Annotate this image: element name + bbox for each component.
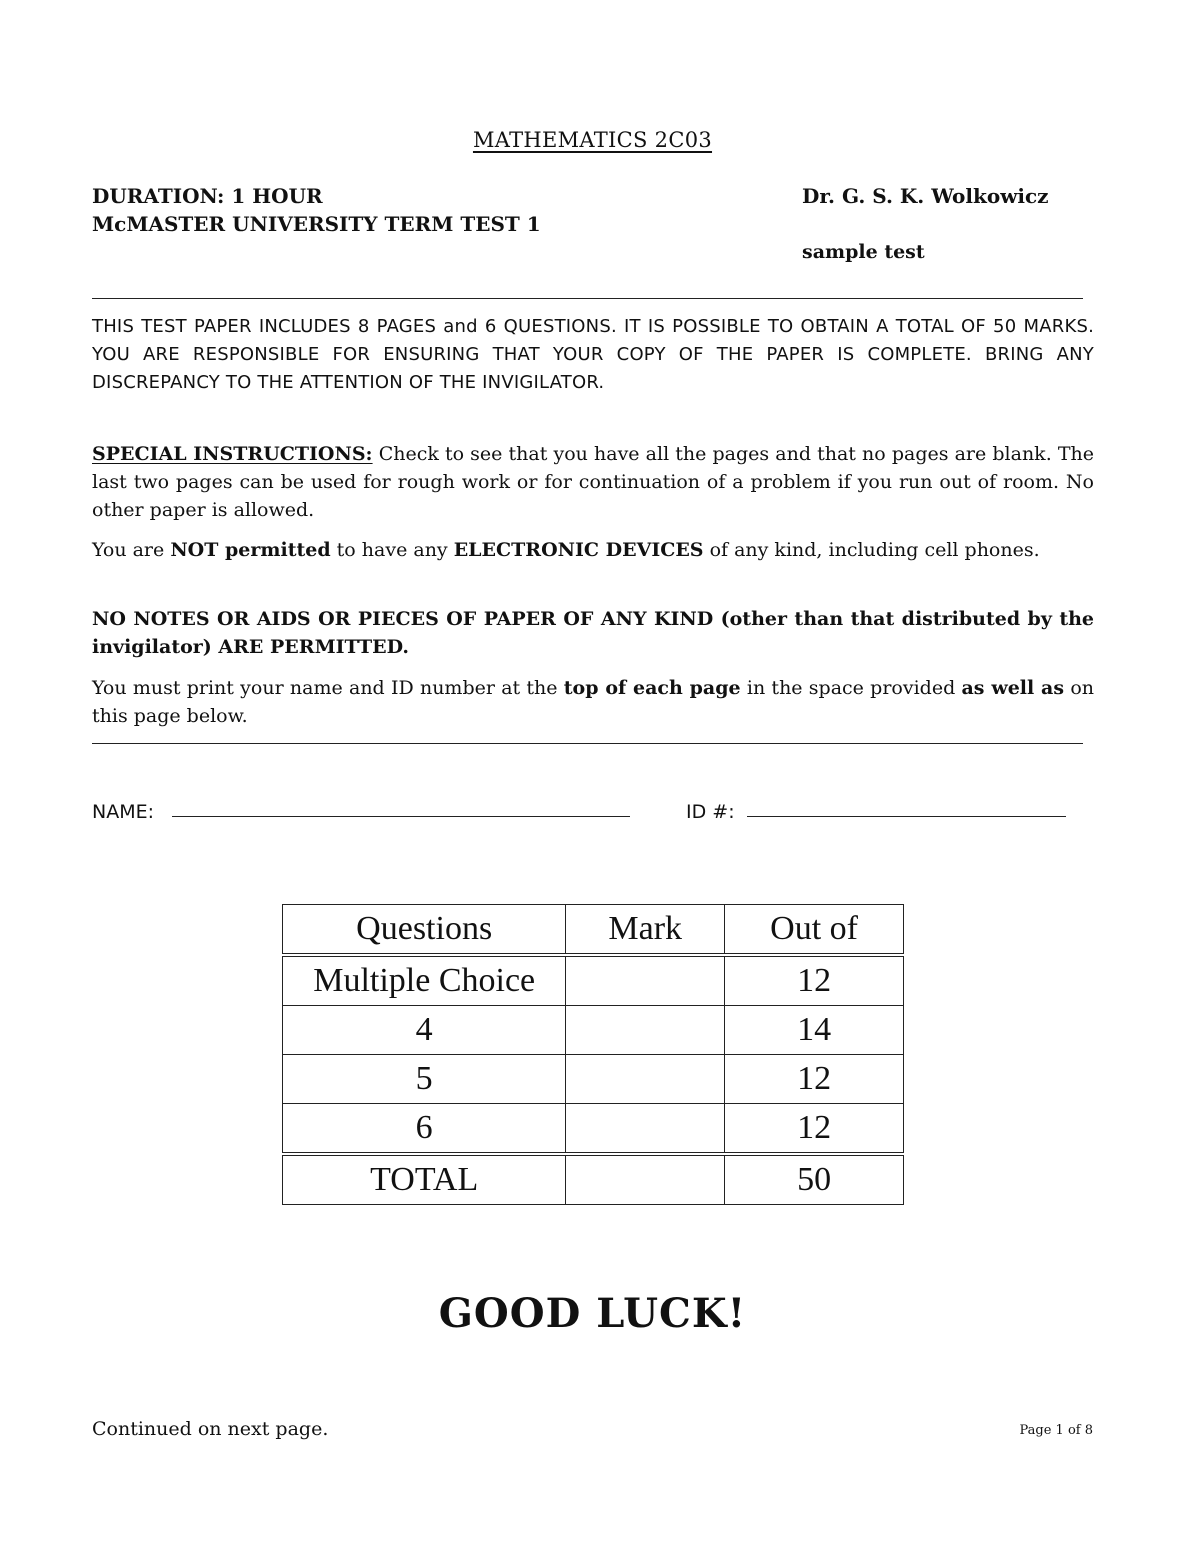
mark-cell[interactable]	[566, 955, 725, 1006]
special-instructions-label: SPECIAL INSTRUCTIONS:	[92, 443, 373, 465]
table-row	[283, 1006, 904, 1055]
out-of-cell: 12	[725, 1104, 904, 1155]
devices-text-1: You are	[92, 539, 171, 561]
name-field[interactable]	[172, 816, 630, 817]
print-text-2: in the space provided	[740, 677, 962, 699]
id-field[interactable]	[747, 816, 1066, 817]
print-emphasis-as-well: as well as	[961, 677, 1065, 699]
mark-cell[interactable]	[566, 1055, 725, 1104]
instructor-name: Dr. G. S. K. Wolkowicz	[802, 184, 1049, 208]
devices-text-2: to have any	[330, 539, 454, 561]
paper-notice: THIS TEST PAPER INCLUDES 8 PAGES and 6 QUESTIONS. IT IS POSSIBLE TO OBTAIN A TOTAL OF 50 MARKS. YOU ARE RESPONSIBLE FOR ENSURING THAT YOUR COPY OF THE PAPER IS COMPLETE. BRING ANY DISCREPANCY TO THE ATTENTION OF THE INVIGILATOR.	[92, 316, 1094, 393]
question-cell: 6	[283, 1104, 566, 1155]
header-mark: Mark	[566, 905, 725, 956]
course-title: MATHEMATICS 2C03	[472, 128, 713, 152]
good-luck-message: GOOD LUCK!	[438, 1290, 747, 1337]
print-text-1: You must print your name and ID number at the	[92, 677, 564, 699]
out-of-cell: 12	[725, 1055, 904, 1104]
duration-label: DURATION: 1 HOUR	[92, 184, 323, 208]
table-row	[283, 955, 904, 1006]
total-out-of: 50	[725, 1154, 904, 1205]
notes-text: (other than that distributed by the invigilator)	[92, 608, 1094, 658]
devices-text-3: of any kind, including cell phones.	[703, 539, 1040, 561]
mark-cell[interactable]	[566, 1006, 725, 1055]
notes-emphasis-1: NO NOTES OR AIDS OR PIECES OF PAPER OF ANY KIND	[92, 608, 714, 630]
out-of-cell: 12	[725, 955, 904, 1006]
print-emphasis-top: top of each page	[563, 677, 741, 699]
question-cell: 5	[283, 1055, 566, 1104]
page-number: Page 1 of 8	[1019, 1423, 1093, 1438]
question-cell: 4	[283, 1006, 566, 1055]
mark-cell[interactable]	[566, 1104, 725, 1155]
print-notice	[92, 674, 1094, 730]
id-label: ID #:	[686, 801, 735, 823]
table-header-row	[283, 905, 904, 956]
header-divider	[92, 298, 1083, 299]
question-cell: Multiple Choice	[283, 955, 566, 1006]
test-type-label: sample test	[802, 241, 925, 263]
notes-notice	[92, 605, 1094, 661]
continued-note: Continued on next page.	[92, 1418, 329, 1440]
devices-emphasis-electronic: ELECTRONIC DEVICES	[453, 539, 704, 561]
special-instructions-text: Check to see that you have all the pages and that no pages are blank. The last two pages can be used for rough work or for continuation of a problem if you run out of room. No other paper is allowed.	[92, 443, 1094, 521]
header-out-of: Out of	[725, 905, 904, 956]
table-total-row	[283, 1154, 904, 1205]
name-label: NAME:	[92, 801, 155, 823]
header-questions: Questions	[283, 905, 566, 956]
devices-notice	[92, 536, 1094, 564]
instructions-divider	[92, 743, 1083, 744]
table-row	[283, 1055, 904, 1104]
total-label: TOTAL	[283, 1154, 566, 1205]
marks-table	[282, 904, 904, 1205]
university-test-label: McMASTER UNIVERSITY TERM TEST 1	[92, 212, 541, 236]
total-mark-cell[interactable]	[566, 1154, 725, 1205]
devices-emphasis-not-permitted: NOT permitted	[170, 539, 331, 561]
print-text-3: on this page below.	[92, 677, 1094, 727]
notes-emphasis-2: ARE PERMITTED.	[218, 636, 409, 658]
out-of-cell: 14	[725, 1006, 904, 1055]
table-row	[283, 1104, 904, 1155]
special-instructions	[92, 440, 1094, 524]
